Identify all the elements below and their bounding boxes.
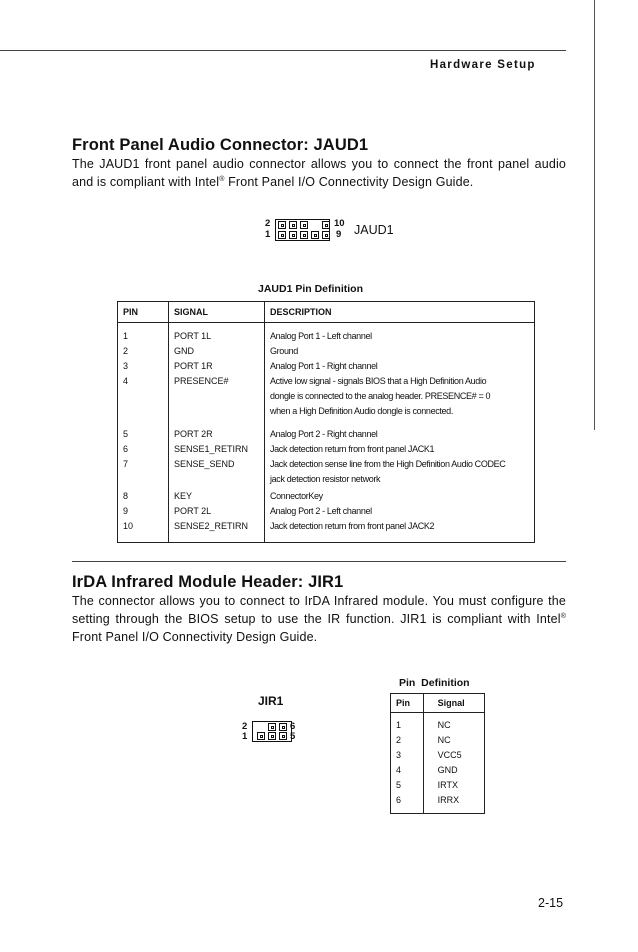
pin-cell: 10: [123, 521, 134, 531]
table-row: [391, 748, 485, 763]
jaud1-pin-label-10: 10: [334, 218, 345, 229]
signal-cell: PORT 2R: [169, 427, 265, 442]
jir1-pin-6: [279, 723, 287, 731]
table-header-row: [391, 694, 485, 713]
pin-cell: 4: [396, 765, 402, 775]
jir1-pin-3: [268, 732, 276, 740]
signal-cell: NC: [423, 713, 484, 734]
jaud1-pin-2: [278, 221, 286, 229]
jaud1-pin-5: [300, 231, 308, 239]
side-bar: [594, 0, 595, 430]
jaud1-pin-7: [311, 231, 319, 239]
pin-cell: 7: [123, 459, 129, 469]
pin-cell: 1: [123, 331, 129, 341]
signal-cell: PRESENCE#: [169, 374, 265, 389]
jaud1-pin-3: [289, 231, 297, 239]
table-row: [391, 763, 485, 778]
description-cell: Jack detection sense line from the High Definition Audio CODEC: [265, 457, 535, 472]
signal-cell: [169, 404, 265, 419]
jaud1-pin-10: [322, 221, 330, 229]
signal-cell: [169, 389, 265, 404]
jir1-pin-1: [257, 732, 265, 740]
pin-cell: 6: [396, 795, 402, 805]
table-row: [118, 504, 535, 519]
top-rule: [0, 50, 566, 51]
jaud1-pin-label-2: 2: [265, 218, 271, 229]
table-row: [391, 793, 485, 814]
description-cell: jack detection resistor network: [265, 472, 535, 487]
jir1-pin-table: [390, 693, 485, 814]
pin-cell: [118, 404, 169, 419]
pin-cell: [118, 472, 169, 487]
header-pin: PIN: [118, 302, 169, 323]
jaud1-table-title: JAUD1 Pin Definition: [258, 283, 364, 295]
table-row: [118, 344, 535, 359]
pin-cell: 6: [123, 444, 129, 454]
description-cell: ConnectorKey: [265, 489, 535, 504]
pin-cell: 4: [123, 376, 129, 386]
pin-cell: 5: [396, 780, 402, 790]
signal-cell: IRTX: [423, 778, 484, 793]
pin-cell: 5: [123, 429, 129, 439]
table-row: [118, 472, 535, 487]
jaud1-pin-label-1: 1: [265, 229, 271, 240]
table-row: [118, 389, 535, 404]
table-row: [118, 404, 535, 419]
signal-cell: [169, 472, 265, 487]
jaud1-pin-9: [322, 231, 330, 239]
jaud1-label: JAUD1: [354, 223, 394, 237]
description-cell: Analog Port 1 - Left channel: [265, 323, 535, 345]
description-cell: dongle is connected to the analog header. PRESENCE# = 0: [265, 389, 535, 404]
table-row: [391, 733, 485, 748]
pin-cell: 2: [123, 346, 129, 356]
table-row: [391, 778, 485, 793]
table-row: [118, 359, 535, 374]
signal-cell: IRRX: [423, 793, 484, 814]
description-cell: Analog Port 2 - Right channel: [265, 427, 535, 442]
table-row: [118, 323, 535, 345]
table-header-row: [118, 302, 535, 323]
pin-cell: 9: [123, 506, 129, 516]
jaud1-pin-label-9: 9: [336, 229, 342, 240]
signal-cell: KEY: [169, 489, 265, 504]
jir1-pin-4: [268, 723, 276, 731]
description-cell: Analog Port 1 - Right channel: [265, 359, 535, 374]
table-row: [118, 442, 535, 457]
header-signal: SIGNAL: [169, 302, 265, 323]
jaud1-description: The JAUD1 front panel audio connector allows you to connect the front panel audio and is compliant with Intel® Front Panel I/O Connectivity Design Guide.: [72, 157, 566, 189]
table-row: [118, 519, 535, 543]
jir1-heading: IrDA Infrared Module Header: JIR1: [72, 573, 344, 591]
page-number: 2-15: [538, 896, 564, 910]
table-row: [118, 457, 535, 472]
jaud1-pin-1: [278, 231, 286, 239]
jir1-pin-label-5: 5: [290, 731, 296, 742]
jaud1-pin-6: [300, 221, 308, 229]
pin-cell: 3: [396, 750, 402, 760]
description-cell: Active low signal - signals BIOS that a High Definition Audio: [265, 374, 535, 389]
jir1-connector-diagram: [240, 694, 320, 742]
signal-cell: PORT 2L: [169, 504, 265, 519]
jaud1-heading: Front Panel Audio Connector: JAUD1: [72, 136, 369, 154]
jir1-pin-2-key: [257, 723, 265, 731]
signal-cell: GND: [423, 763, 484, 778]
table-row: [118, 427, 535, 442]
table-row: [391, 713, 485, 734]
jir1-description: The connector allows you to connect to IrDA Infrared module. You must configure the setting through the BIOS setup to use the IR function. JIR1 is compliant with Intel® Front Panel I/O Connectivity Design Guide.: [72, 594, 566, 644]
pin-cell: 8: [123, 491, 129, 501]
description-cell: when a High Definition Audio dongle is connected.: [265, 404, 535, 419]
section-header: Hardware Setup: [430, 59, 536, 71]
jaud1-pin-table: [117, 301, 535, 543]
pin-cell: [118, 389, 169, 404]
table-row: [118, 374, 535, 389]
signal-cell: SENSE1_RETIRN: [169, 442, 265, 457]
header-signal: Signal: [423, 694, 484, 713]
pin-cell: 3: [123, 361, 129, 371]
signal-cell: PORT 1L: [169, 323, 265, 345]
table-row: [118, 489, 535, 504]
signal-cell: SENSE_SEND: [169, 457, 265, 472]
jir1-pin-label-2: 2: [242, 721, 248, 732]
pin-cell: 2: [396, 735, 402, 745]
description-cell: Jack detection return from front panel JACK1: [265, 442, 535, 457]
header-description: DESCRIPTION: [265, 302, 535, 323]
jir1-pin-label-6: 6: [290, 721, 296, 732]
spacer-row: [118, 419, 535, 427]
jir1-label: JIR1: [258, 694, 284, 708]
signal-cell: NC: [423, 733, 484, 748]
description-cell: Ground: [265, 344, 535, 359]
description-cell: Analog Port 2 - Left channel: [265, 504, 535, 519]
jir1-table-title: Pin Definition: [399, 677, 470, 689]
description-cell: Jack detection return from front panel JACK2: [265, 519, 535, 543]
header-pin: Pin: [391, 694, 424, 713]
signal-cell: SENSE2_RETIRN: [169, 519, 265, 543]
jir1-pin-label-1: 1: [242, 731, 248, 742]
pin-cell: 1: [396, 720, 402, 730]
signal-cell: GND: [169, 344, 265, 359]
jir1-pin-5: [279, 732, 287, 740]
jaud1-connector-diagram: [265, 219, 405, 243]
signal-cell: PORT 1R: [169, 359, 265, 374]
signal-cell: VCC5: [423, 748, 484, 763]
section-divider: [72, 561, 566, 562]
jaud1-pin-4: [289, 221, 297, 229]
jaud1-pin-8-key: [311, 221, 319, 229]
